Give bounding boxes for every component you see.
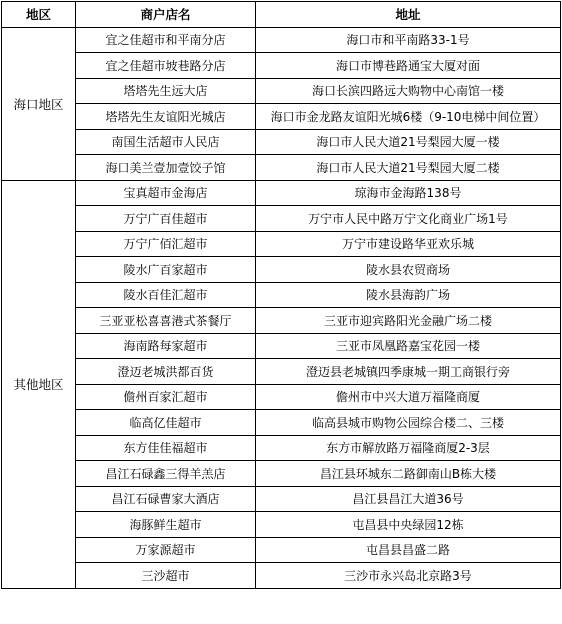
table-row	[2, 282, 561, 308]
header-address: 地址	[256, 2, 561, 28]
address-cell: 陵水县农贸商场	[256, 257, 561, 283]
address-cell: 三亚市迎宾路阳光金融广场二楼	[256, 308, 561, 334]
address-cell: 屯昌县昌盛二路	[256, 537, 561, 563]
store-name-cell: 陵水百佳汇超市	[76, 282, 256, 308]
region-cell: 海口地区	[2, 27, 76, 180]
address-cell: 三亚市凤凰路嘉宝花园一楼	[256, 333, 561, 359]
address-cell: 屯昌县中央绿园12栋	[256, 512, 561, 538]
address-cell: 万宁市建设路华亚欢乐城	[256, 231, 561, 257]
address-cell: 海口市人民大道21号梨园大厦二楼	[256, 155, 561, 181]
store-name-cell: 昌江石碌鑫三得羊羔店	[76, 461, 256, 487]
table-row	[2, 486, 561, 512]
table-row	[2, 435, 561, 461]
table-row	[2, 563, 561, 589]
table-row	[2, 27, 561, 53]
table-row	[2, 461, 561, 487]
store-name-cell: 昌江石碌曹家大酒店	[76, 486, 256, 512]
region-cell: 其他地区	[2, 180, 76, 588]
table-row	[2, 333, 561, 359]
address-cell: 东方市解放路万福隆商厦2-3层	[256, 435, 561, 461]
address-cell: 昌江县环城东二路御南山B栋大楼	[256, 461, 561, 487]
address-cell: 昌江县昌江大道36号	[256, 486, 561, 512]
address-cell: 海口长滨四路远大购物中心南馆一楼	[256, 78, 561, 104]
address-cell: 海口市金龙路友谊阳光城6楼（9-10电梯中间位置）	[256, 104, 561, 130]
store-name-cell: 东方佳佳福超市	[76, 435, 256, 461]
store-name-cell: 海南路每家超市	[76, 333, 256, 359]
address-cell: 海口市博巷路通宝大厦对面	[256, 53, 561, 79]
address-cell: 琼海市金海路138号	[256, 180, 561, 206]
store-name-cell: 万宁广佰汇超市	[76, 231, 256, 257]
address-cell: 万宁市人民中路万宁文化商业广场1号	[256, 206, 561, 232]
table-row	[2, 53, 561, 79]
address-cell: 三沙市永兴岛北京路3号	[256, 563, 561, 589]
store-name-cell: 三沙超市	[76, 563, 256, 589]
store-name-cell: 万宁广百佳超市	[76, 206, 256, 232]
store-name-cell: 陵水广百家超市	[76, 257, 256, 283]
address-cell: 澄迈县老城镇四季康城一期工商银行旁	[256, 359, 561, 385]
header-store-name: 商户店名	[76, 2, 256, 28]
table-row	[2, 78, 561, 104]
store-name-cell: 塔塔先生远大店	[76, 78, 256, 104]
header-row	[2, 2, 561, 28]
header-region: 地区	[2, 2, 76, 28]
table-row	[2, 512, 561, 538]
store-name-cell: 宜之佳超市和平南分店	[76, 27, 256, 53]
store-name-cell: 万家源超市	[76, 537, 256, 563]
store-name-cell: 澄迈老城洪都百货	[76, 359, 256, 385]
store-name-cell: 临高亿佳超市	[76, 410, 256, 436]
store-name-cell: 塔塔先生友谊阳光城店	[76, 104, 256, 130]
address-cell: 临高县城市购物公园综合楼二、三楼	[256, 410, 561, 436]
address-cell: 陵水县海韵广场	[256, 282, 561, 308]
table-row	[2, 104, 561, 130]
table-body	[2, 27, 561, 588]
table-row	[2, 155, 561, 181]
table-row	[2, 257, 561, 283]
table-row	[2, 384, 561, 410]
table-row	[2, 359, 561, 385]
table-row	[2, 206, 561, 232]
store-name-cell: 儋州百家汇超市	[76, 384, 256, 410]
store-name-cell: 南国生活超市人民店	[76, 129, 256, 155]
address-cell: 海口市和平南路33-1号	[256, 27, 561, 53]
store-name-cell: 海豚鲜生超市	[76, 512, 256, 538]
address-cell: 儋州市中兴大道万福隆商厦	[256, 384, 561, 410]
table-row	[2, 129, 561, 155]
store-name-cell: 宝真超市金海店	[76, 180, 256, 206]
store-name-cell: 三亚亚松喜喜港式茶餐厅	[76, 308, 256, 334]
store-name-cell: 海口美兰壹加壹饺子馆	[76, 155, 256, 181]
store-table	[1, 1, 561, 589]
address-cell: 海口市人民大道21号梨园大厦一楼	[256, 129, 561, 155]
store-name-cell: 宜之佳超市坡巷路分店	[76, 53, 256, 79]
table-row	[2, 308, 561, 334]
table-row	[2, 537, 561, 563]
table-row	[2, 180, 561, 206]
table-row	[2, 410, 561, 436]
table-row	[2, 231, 561, 257]
